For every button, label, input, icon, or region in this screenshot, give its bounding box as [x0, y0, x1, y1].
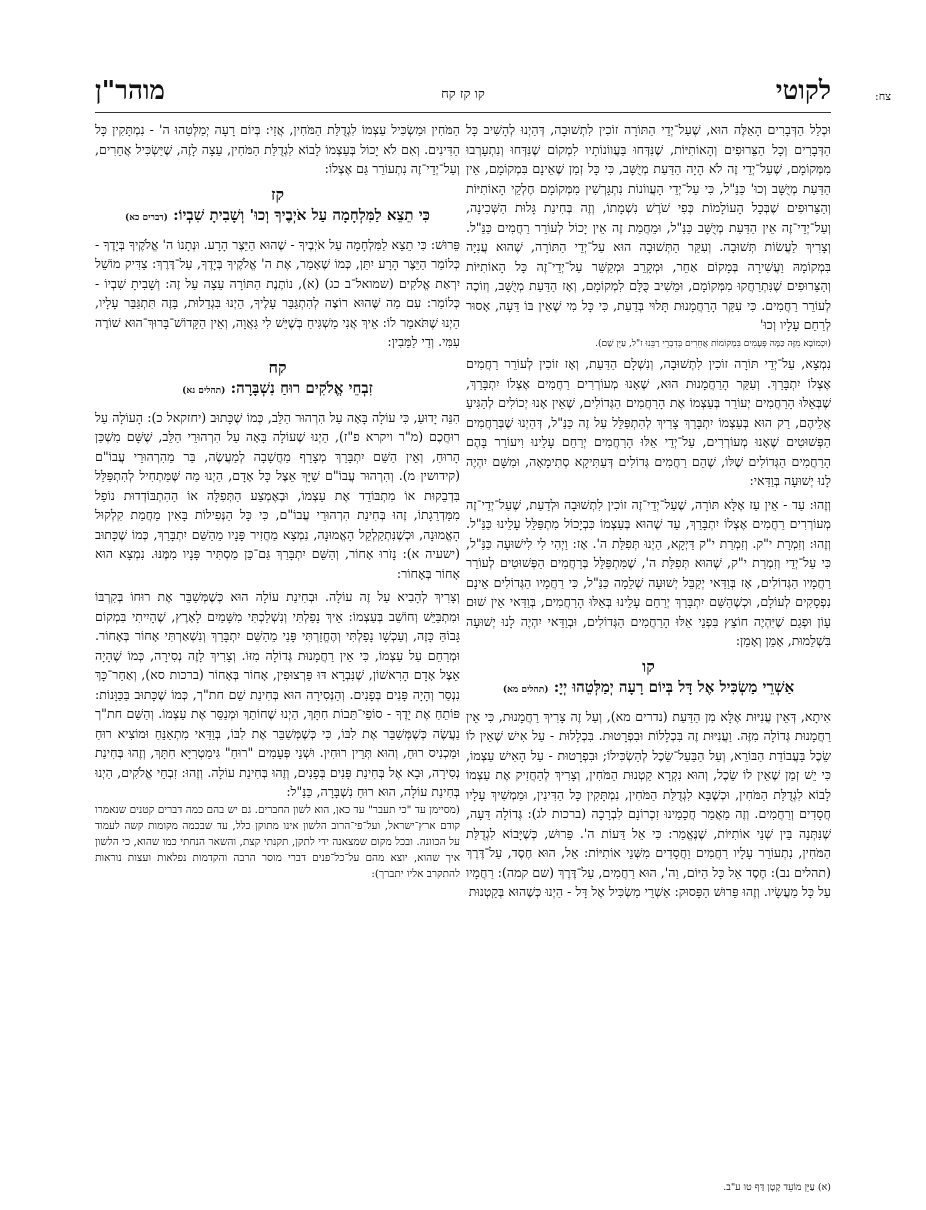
section-numbers: קו קז קח [441, 87, 485, 102]
section-heading-text: כִּי תֵצֵא לַמִּלְחָמָה עַל אֹיְבֶיךָ וְכוּ' וְשָׁבִיתָ שִׁבְיוֹ: [173, 206, 431, 224]
section-heading-text: אַשְׁרֵי מַשְׂכִּיל אֶל דָּל בְּיוֹם רָעָה יְמַלְּטֵהוּ יְיָ: [553, 678, 795, 696]
section-number: קז [270, 184, 285, 204]
running-title-right: לקוטי [775, 76, 831, 106]
paragraph: הַמֹּחִין וּמַשְׂכִּיל עַצְמוֹ לִגְדֻלַּת הַמֹּחִין, אֲזַי: בְּיוֹם רָעָה יְמַלְּטֵהוּ ה' - נִמְתָּקִין כָּל הַדִּינִים. וְאִם לֹא יָכוֹל בְּעַצְמוֹ לָבוֹא לִגְדֻלַּת הַמֹּחִין, עֵצָה לָזֶה, שֶׁיַּשְׂכִּיל אֲחֵרִים, וְעַל־יְדֵי־זֶה נִתְעוֹרֵר גַּם אֶצְלוֹ: [95, 122, 460, 176]
paragraph: נִמְצָא, עַל־יְדֵי תּוֹרָה זוֹכִין לִתְשׁוּבָה, וְנִשְׁלָם הַדַּעַת, וְאָז זוֹכִין לְעוֹרֵר רַחֲמִים אֶצְלוֹ יִתְבָּרַךְ. וְעִקַּר הָרַחֲמָנוּת הוּא, שֶׁאָנוּ מְעוֹרְרִים רַחֲמִים אֶצְלוֹ יִתְבָּרַךְ, שֶׁבְּאֵלּוּ הָרַחֲמִים יְעוֹרֵר בְּעַצְמוֹ אֶת הָרַחֲמִים הַגְּדוֹלִים, שֶׁאֵין אָנוּ יְכוֹלִים לְהַגִּיעַ אֲלֵיהֶם, רַק הוּא בְּעַצְמוֹ יִתְבָּרַךְ צָרִיךְ לְהִתְפַּלֵּל עַל זֶה כַּנַּ"ל, דְּהַיְנוּ שֶׁבְּרַחֲמִים הַפְּשׁוּטִים שֶׁאָנוּ מְעוֹרְרִים, עַל־יְדֵי אֵלּוּ הָרַחֲמִים יְרַחֵם עָלֵינוּ וִיעוֹרֵר בָּהֶם הָרַחֲמִים הַגְּדוֹלִים שֶׁלּוֹ, שֶׁהֵם רַחֲמִים גְּדוֹלִים דְּעַתִּיקָא סְתִימָאָה, וּמִשָּׁם יִהְיֶה לָנוּ יְשׁוּעָה בְּוַדַּאי: [466, 356, 831, 488]
paragraph: הִנֵּה יָדוּעַ, כִּי עוֹלָה בָּאָה עַל הִרְהוּר הַלֵּב, כְּמוֹ שֶׁכָּתוּב (יחזקאל כ): הָעוֹלָה עַל רוּחֲכֶם (מ"ר ויקרא פ"ז), הַיְנוּ שֶׁעוֹלָה בָּאָה עַל הִרְהוּרֵי הַלֵּב, שֶׁשָּׁם מִשְׁכַּן הָרוּחַ, וְאֵין הַשֵּׁם יִתְבָּרַךְ מְצָרֵף מַחֲשָׁבָה לְמַעֲשֶׂה, בַּר מֵהִרְהוּרֵי עֲבוֹ"ם (קידושין מ). וְהִרְהוּר עֲבוֹ"ם שַׁיָּךְ אֵצֶל כָּל אָדָם, הַיְנוּ מַה שֶּׁמַּתְחִיל לְהִתְפַּלֵּל בִּדְבֵקוּת אוֹ מִתְבּוֹדֵד אֶת עַצְמוֹ, וּבְאֶמְצַע הַתְּפִלָּה אוֹ הַהִתְבּוֹדְדוּת נוֹפֵל מִמַּדְרֵגָתוֹ, זֶהוּ בְּחִינַת הִרְהוּרֵי עֲבוֹ"ם, כִּי כָּל הַנְּפִילוֹת בָּאִין מֵחֲמַת קִלְקוּל הָאֱמוּנָה, וּכְשֶׁנִּתְקַלְקֵל הָאֱמוּנָה, נִמְצָא מַחֲזִיר פָּנָיו מֵהַשֵּׁם יִתְבָּרַךְ, כְּמוֹ שֶׁכָּתוּב (ישעיה א): נָזֹרוּ אָחוֹר, וְהַשֵּׁם יִתְבָּרַךְ גַּם־כֵּן מַסְתִּיר פָּנָיו מִמֶּנּוּ. נִמְצָא הוּא אָחוֹר בְּאָחוֹר: [95, 409, 460, 581]
footnote: (מסיימן עד "כי תעבר" עד כאן, הוא לשון החברים. גם יש בהם כמה דברים קטנים שנאמרו קודם ארץ־ישראל, ועל־פי־הרוב הלשון אינו מתוקן כלל, עד שבכמה מקומות קשה לעמוד על הכוונה. ובכל מקום שמצאנה ידי לתקן, תקנתי קצת, והשאר הנחתי כמו שהוא, כי הלשון איך שהוא, יוצא מהם על־כל־פנים דברי מוסר הרבה והקדמות נפלאות ועצות נוראות להתקרב אליו יתברך): [95, 803, 460, 880]
section-heading [95, 206, 460, 229]
header-rule [95, 112, 831, 113]
paragraph: אִיתָא, דְּאֵין עֲנִיּוּת אֶלָּא מִן הַדַּעַת (נדרים מא), וְעַל זֶה צָרִיךְ רַחֲמָנוּת, כִּי אֵין רַחֲמָנוּת גְּדוֹלָה מִזֶּה. וַעֲנִיּוּת זֶה בִּכְלָלוֹת וּבִפְרָטוּת. בִּכְלָלוּת - עַל אִישׁ שֶׁאֵין לוֹ שֵׂכֶל בַּעֲבוֹדַת הַבּוֹרֵא, וְעַל הַבַּעַל־שֵׂכֶל לְהַשְׂכִּילוֹ; וּבִפְרָטוּת - עַל הָאִישׁ עַצְמוֹ, כִּי יֵשׁ זְמַן שֶׁאֵין לוֹ שֵׂכֶל, וְהוּא נִקְרָא קַטְנוּת הַמֹּחִין, וְצָרִיךְ לְהַחֲזִיק אֶת עַצְמוֹ לָבוֹא לִגְדֻלַּת הַמֹּחִין, וּכְשֶׁבָּא לִגְדֻלַּת הַמֹּחִין, נִמְתָּקִין כָּל הַדִּינִין, וּמַמְשִׁיךְ עָלָיו חֲסָדִים וְרַחֲמִים. וְזֶה מַאֲמַר חֲכָמֵינוּ זִכְרוֹנָם לִבְרָכָה (ברכות לג): גְּדוֹלָה דֵּעָה, שֶׁנִּתְּנָה בֵּין שְׁנֵי אוֹתִיּוֹת, שֶׁנֶּאֱמַר: כִּי אֵל דֵּעוֹת ה'. פֵּרוּשׁ, כְּשֶׁיָּבוֹא לִגְדֻלַּת הַמֹּחִין, נִתְעוֹרֵר עָלָיו רַחֲמִים וַחֲסָדִים מִשְּׁנֵי אוֹתִיּוֹת: אֵל, הוּא חֶסֶד, עַל־דֶּרֶךְ (תהלים נב): חֶסֶד אֵל כָּל הַיּוֹם, וַה', הוּא רַחֲמִים, עַל־דֶּרֶךְ (שם קמה): רַחֲמָיו עַל כָּל מַעֲשָׂיו. וְזֶהוּ פֵּרוּשׁ הַפָּסוּק: אַשְׁרֵי מַשְׂכִּיל אֶל דָּל - הַיְנוּ כְּשֶׁהוּא בְּקַטְנוּת [466, 708, 831, 899]
paragraph: וְצָרִיךְ לְהָבִיא עַל זֶה עוֹלָה. וּבְחִינַת עוֹלָה הוּא כְּשֶׁמְּשַׁבֵּר אֶת רוּחוֹ בְּקִרְבּוֹ וּמִתְבַּיֵּשׁ וְחוֹשֵׁב בְּעַצְמוֹ: אֵיךְ נָפַלְתִּי וְנִשְׁלַכְתִּי מִשָּׁמַיִם לָאָרֶץ, שֶׁהָיִיתִי בִּמְקוֹם גָּבוֹהַּ כָּזֶה, וְעַכְשָׁו נָפַלְתִּי וְהֶחֱזַרְתִּי פָּנַי מֵהַשֵּׁם יִתְבָּרַךְ וְנִשְׁאַרְתִּי אָחוֹר בְּאָחוֹר. וּמְרַחֵם עַל עַצְמוֹ, כִּי אֵין רַחֲמָנוּת גְּדוֹלָה מִזּוֹ. וְצָרִיךְ לָזֶה נְסִירָה, כְּמוֹ שֶׁהָיָה אֵצֶל אָדָם הָרִאשׁוֹן, שֶׁנִּבְרָא דּוּ פַּרְצוּפִין, אָחוֹר בְּאָחוֹר (ברכות סא), וְאַחַר־כָּךְ נִנְסַר וְהָיָה פָּנִים בְּפָנִים. וְהַנְּסִירָה הוּא בְּחִינַת שֵׁם חת"ך, כְּמוֹ שֶׁכָּתוּב בַּכַּוָּנוֹת: פּוֹתֵחַ אֶת יָדֶךָ - סוֹפֵי־תֵּבוֹת חִתָּךְ, הַיְנוּ שֶׁחוֹתֵךְ וּמְנַסֵּר אֶת עַצְמוֹ. וְהַשֵּׁם חת"ך נַעֲשֶׂה כְּשֶׁמְּשַׁבֵּר אֶת לִבּוֹ, כִּי כְּשֶׁמְּשַׁבֵּר אֶת לִבּוֹ, בְּוַדַּאי מִתְאַנֵּחַ וּמוֹצִיא רוּחַ וּמַכְנִיס רוּחַ, וְהוּא תְּרֵין רוּחִין. וּשְׁנֵי פְּעָמִים "רוּחַ" גִּימַטְרִיָּא חִתָּךְ, וְזֶהוּ בְּחִינַת נְסִירָה, וּבָא אֶל בְּחִינַת פָּנִים בְּפָנִים, וְזֶהוּ בְּחִינַת עוֹלָה. וְזֶהוּ: זִבְחֵי אֱלֹקִים, הַיְנוּ בְּחִינַת עוֹלָה, הוּא רוּחַ נִשְׁבָּרָה, כַּנַּ"ל: [95, 589, 460, 799]
section-number: קו [642, 656, 655, 676]
section-heading-text: זִבְחֵי אֱלֹקִים רוּחַ נִשְׁבָּרָה: [230, 379, 373, 397]
paragraph: פֵּרוּשׁ: כִּי תֵצֵא לַמִּלְחָמָה עַל אֹיְבֶיךָ - שֶׁהוּא הַיֵּצֶר הָרָע. וּנְתָנוֹ ה' אֱלֹקֶיךָ בְּיָדֶךָ - כְּלוֹמַר הַיֵּצֶר הָרָע יִתֵּן, כְּמוֹ שֶׁאָמַר, אֶת ה' אֱלֹקֶיךָ בְּיָדֶךָ, עַל־דֶּרֶךְ: צַדִּיק מוֹשֵׁל יִרְאַת אֱלֹקִים (שמואל־ב כג) (א), נוֹתֶנֶת הַתּוֹרָה עֵצָה עַל זֶה: וְשָׁבִיתָ שִׁבְיוֹ - כְּלוֹמַר: עִם מַה שֶּׁהוּא רוֹצֶה לְהִתְגַּבֵּר עָלֶיךָ, הַיְנוּ בִּגְדֵלוּת, בָּזֶה תִּתְגַּבֵּר עָלָיו, הַיְנוּ שֶׁתֹּאמַר לוֹ: אֵיךְ אֲנִי מַשְׁגִּיחַ בְּשֶׁיֵּשׁ לִי גַּאֲוָה, וְאֵין הַקָּדוֹשׁ־בָּרוּךְ־הוּא שׁוֹרֶה עִמִּי. וְדַי לַמֵּבִין: [95, 236, 460, 349]
right-column [466, 120, 831, 1180]
page-footnote: (א) עַיֵּן מוֹעֵד קָטָן דַּף טו ע"ב. [723, 1182, 831, 1193]
page-folio: צח: [875, 90, 891, 103]
section-heading-source: (תהלים מא) [502, 685, 549, 695]
section-number: קח [268, 357, 287, 377]
running-title-left: מוהר"ן [95, 76, 165, 106]
paragraph: וְזֶהוּ: עַד - אֵין עַז אֶלָּא תּוֹרָה, שֶׁעַל־יְדֵי־זֶה זוֹכִין לִתְשׁוּבָה וּלְדַעַת, שֶׁעַל־יְדֵי־זֶה מְעוֹרְרִים רַחֲמִים אֶצְלוֹ יִתְבָּרַךְ, עַד שֶׁהוּא בְּעַצְמוֹ כִּבְיָכוֹל מִתְפַּלֵּל עָלֵינוּ כַּנַּ"ל. וְזֶהוּ: וְזִמְרָת י"ק. וְזִמְרַת י"ק דַּיְקָא, הַיְנוּ תְּפִלַּת ה'. אָז: וַיְהִי לִי לִישׁוּעָה כַּנַּ"ל, כִּי עַל־יְדֵי וְזִמְרַת י"ק, שֶׁהוּא תְּפִלַּת ה', שֶׁמִּתְפַּלֵּל בְּרַחֲמִים הַפְּשׁוּטִים לְעוֹרֵר רַחֲמָיו הַגְּדוֹלִים, אָז בְּוַדַּאי יְקַבֵּל יְשׁוּעָה שְׁלֵמָה כַּנַּ"ל, כִּי רַחֲמָיו הַגְּדוֹלִים אֵינָם נִפְסָקִים לְעוֹלָם, וּכְשֶׁהַשֵּׁם יִתְבָּרַךְ יְרַחֵם עָלֵינוּ בְּאֵלּוּ הָרַחֲמִים, בְּוַדַּאי אֵין שׁוּם עָוֹן וּפְגַם שֶׁיִּהְיֶה חוֹצֵץ בִּפְנֵי אֵלּוּ הָרַחֲמִים הַגְּדוֹלִים, וּבְוַדַּאי יִהְיֶה לָנוּ יְשׁוּעָה בִּשְׁלֵמוּת, אָמֵן וְאָמֵן: [466, 496, 831, 648]
section-heading-source: (דברים כא) [124, 213, 168, 223]
section-heading [466, 678, 831, 701]
page-header [95, 70, 891, 110]
section-heading-source: (תהלים נא) [182, 386, 226, 396]
paragraph-note: (וּכְמוֹבָא מִזֶּה כַּמָּה פְּעָמִים בִּמְקוֹמוֹת אֲחֵרִים בְּדִבְרֵי רַבֵּנוּ ז"ל, עַיֵּן שָׁם). [595, 338, 831, 349]
left-column [95, 120, 460, 1180]
paragraph: וּכְלַל הַדְּבָרִים הָאֵלֶּה הוּא, שֶׁעַל־יְדֵי הַתּוֹרָה זוֹכִין לִתְשׁוּבָה, דְּהַיְנוּ לְהָשִׁיב כָּל הַדְּבָרִים וְכָל הַצֵּרוּפִים וְהָאוֹתִיּוֹת, שֶׁנִּדְּחוּ בַּעֲווֹנוֹתָיו לִמְקוֹם שֶׁנִּדְּחוּ וְנִתְעָרְבוּ מִמְּקוֹמָם, שֶׁעַל־יְדֵי זֶה לֹא הָיָה הַדַּעַת מְיֻשָּׁב, כִּי כָּל זְמַן שֶׁאֵינָם בִּמְקוֹמָם, אֵין הַדַּעַת מְיֻשָּׁב וְכוּ' כַּנַּ"ל, כִּי עַל־יְדֵי הָעֲווֹנוֹת נִתְגָּרְשִׁין מִמְּקוֹמָם חֶלְקֵי הָאוֹתִיּוֹת וְהַצֵּרוּפִים שֶׁבְּכָל הָעוֹלָמוֹת כְּפִי שֹׁרֶשׁ נִשְׁמָתוֹ, וְזֶה בְּחִינַת גָּלוּת הַשְּׁכִינָה, וְעַל־יְדֵי־זֶה אֵין הַדַּעַת מְיֻשָּׁב כַּנַּ"ל, וּמֵחֲמַת זֶה אֵין יָכוֹל לְעוֹרֵר רַחֲמִים כַּנַּ"ל. וְצָרִיךְ לַעֲשׂוֹת תְּשׁוּבָה. וְעִקַּר הַתְּשׁוּבָה הוּא עַל־יְדֵי הַתּוֹרָה, שֶׁהוּא עֲנִיָּה בִּמְקוֹמָהּ וַעֲשִׁירָה בְּמָקוֹם אַחֵר, וּמְקָרֵב וּמְקַשֵּׁר עַל־יְדֵי־זֶה כָּל הָאוֹתִיּוֹת וְהַצֵּרוּפִים שֶׁנִּתְרַחֲקוּ מִמְּקוֹמָם, וּמֵשִׁיב כֻּלָּם לִמְקוֹמָם, וְאָז הַדַּעַת מְיֻשָּׁב, וְזוֹכֶה לְעוֹרֵר רַחֲמִים. כִּי עִקַּר הָרַחֲמָנוּת תָּלוּי בְּדַעַת, כִּי כָּל מִי שֶׁאֵין בּוֹ דֵּעָה, אָסוּר לְרַחֵם עָלָיו וְכוּ' [466, 122, 831, 332]
section-heading [95, 379, 460, 402]
